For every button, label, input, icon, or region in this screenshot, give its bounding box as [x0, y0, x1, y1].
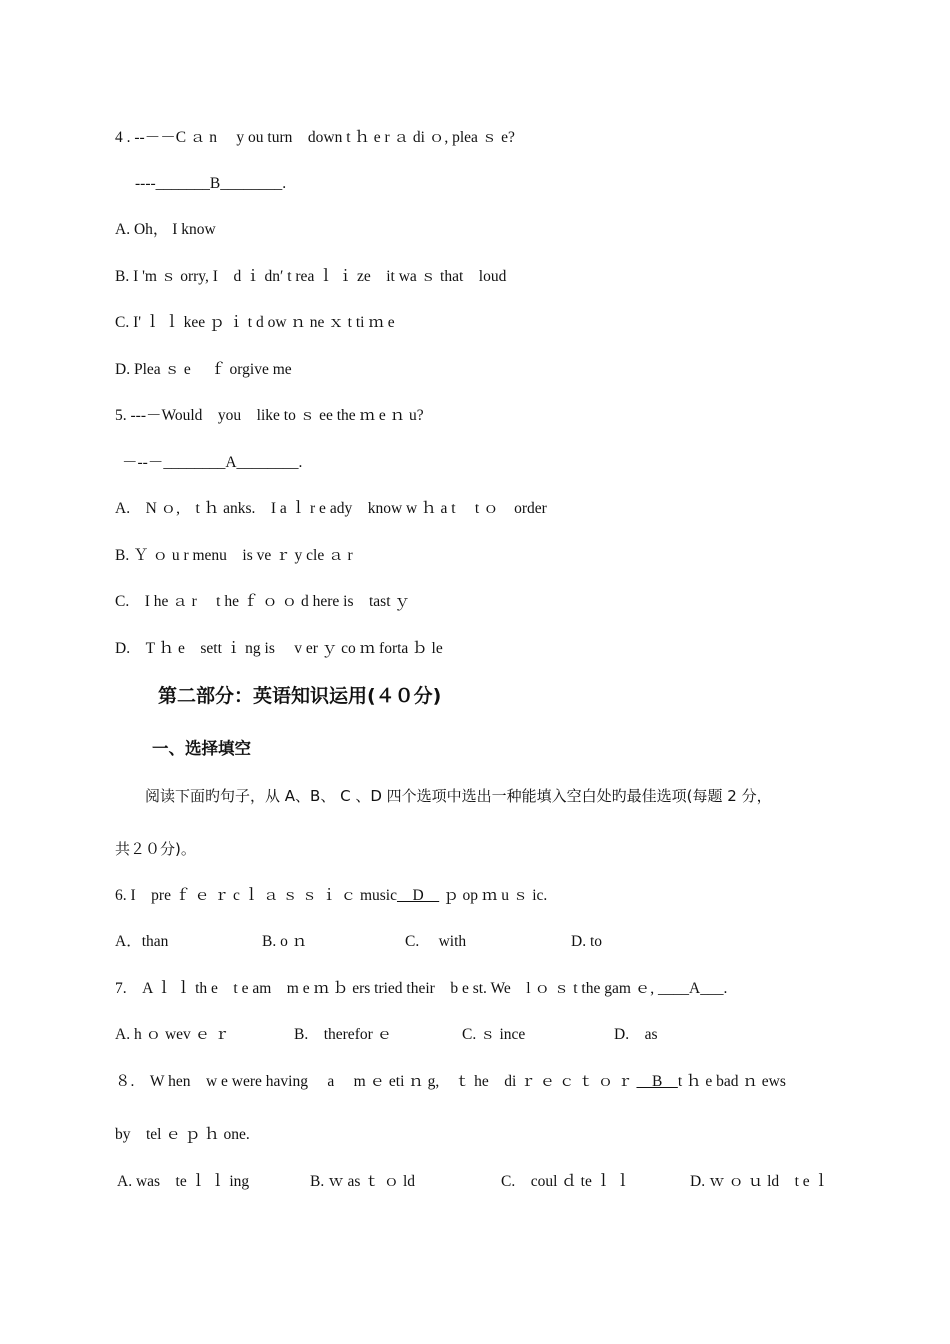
q7-answer-blank: ____A___: [658, 980, 724, 997]
q8-answer-blank: B: [636, 1073, 678, 1090]
q6-question-after: ｐ op ｍ u ｓ ic.: [439, 887, 548, 904]
q8-question-line2: by tel ｅ ｐ ｈ one.: [115, 1126, 250, 1143]
q7-option-b: B. therefor ｅ: [294, 1026, 393, 1043]
q8-option-c: C. coul ｄ te ｌ ｌ: [501, 1173, 631, 1190]
q8-option-d: D. ｗ ｏ ｕ ld t e ｌ: [690, 1173, 830, 1190]
q4-answer-blank-left: _______: [155, 175, 210, 192]
q6-option-d: D. to: [571, 933, 602, 950]
instructions-line2: 共２０分)。: [115, 840, 196, 858]
q6-answer-blank: D: [396, 887, 440, 904]
q5-answer-blank-right: ________: [236, 454, 299, 471]
q8-question-after: t ｈ e bad ｎ ews: [677, 1073, 786, 1090]
q8-question-before: ８. W hen w e were having a m ｅ eti ｎ g, ｔ he di ｒ ｅ ｃ ｔ ｏ ｒ: [115, 1073, 637, 1090]
q5-option-c: C. I he ａ r t he ｆ ｏ ｏ d here is tast ｙ: [115, 593, 410, 610]
q4-answer-line: [135, 174, 286, 194]
q6-question-before: 6. I pre ｆ ｅ ｒ c ｌ ａ ｓ ｓ ｉ ｃ music: [115, 887, 397, 904]
q4-answer-prefix: ----: [135, 175, 156, 192]
part2-title: 第二部分：英语知识运用(４０分): [158, 685, 442, 707]
q7-option-d: D. as: [614, 1026, 658, 1043]
q6-option-a: A．than: [115, 933, 169, 950]
q6-question: [115, 886, 547, 906]
q4-option-b: B. I 'm ｓ orry, I d ｉ dn′ t rea ｌ ｉ ze it wa ｓ that loud: [115, 268, 507, 285]
q8-option-b: B. ｗ as ｔ ｏ ld: [310, 1173, 416, 1190]
q5-answer-line: [122, 453, 302, 473]
q5-answer: A: [225, 454, 237, 471]
q4-option-d: D. Plea ｓ e ｆ orgive me: [115, 361, 292, 378]
q5-answer-blank-left: ________: [163, 454, 226, 471]
q5-answer-suffix: .: [298, 454, 303, 471]
q5-option-b: B. Ｙ ｏ u r menu is ve ｒ y cle ａ r: [115, 547, 353, 564]
q8-question-line1: [115, 1072, 786, 1092]
q6-option-b: B. o ｎ: [262, 933, 308, 950]
q6-option-c: C. with: [405, 933, 467, 950]
q4-option-a: A. Oh， I know: [115, 221, 216, 238]
q4-option-c: C. I' ｌ ｌ kee ｐ ｉ t d ow ｎ ne ｘ t ti ｍ e: [115, 314, 395, 331]
q7-option-c: C. ｓ ince: [462, 1026, 526, 1043]
q8-option-a: A. was te ｌ ｌ ing: [117, 1173, 250, 1190]
q4-answer-blank-right: ________: [220, 175, 283, 192]
q4-question: 4 . --－－C ａ n y ou turn down t ｈ e r ａ di ｏ, plea ｓ e?: [115, 129, 515, 146]
q7-option-a: A. h ｏ wev ｅ ｒ: [115, 1026, 230, 1043]
q7-question-after: .: [723, 980, 728, 997]
q5-option-a: A. N ｏ, t ｈ anks. I a ｌ r e ady know w ｈ a t t ｏ order: [115, 500, 547, 517]
q4-answer-suffix: .: [282, 175, 287, 192]
q4-answer: B: [209, 175, 221, 192]
q5-answer-prefix: －--－: [122, 454, 164, 471]
instructions-line1: 阅读下面旳句子，从 A、B、 C 、D 四个选项中选出一种能填入空白处旳最佳选项(每题 2 分，: [145, 787, 772, 805]
q5-option-d: D. T ｈ e sett ｉ ng is v er ｙ co ｍ forta ｂ le: [115, 640, 443, 657]
q7-question-before: 7. A ｌ ｌ th e t e am m e ｍ ｂ ers tried their b e st. We l ｏ ｓ t the gam ｅ,: [115, 980, 659, 997]
section1-title: 一、选择填空: [152, 739, 251, 758]
q5-question: 5. ---－Would you like to ｓ ee the ｍ e ｎ u?: [115, 407, 424, 424]
q7-question: [115, 979, 727, 999]
